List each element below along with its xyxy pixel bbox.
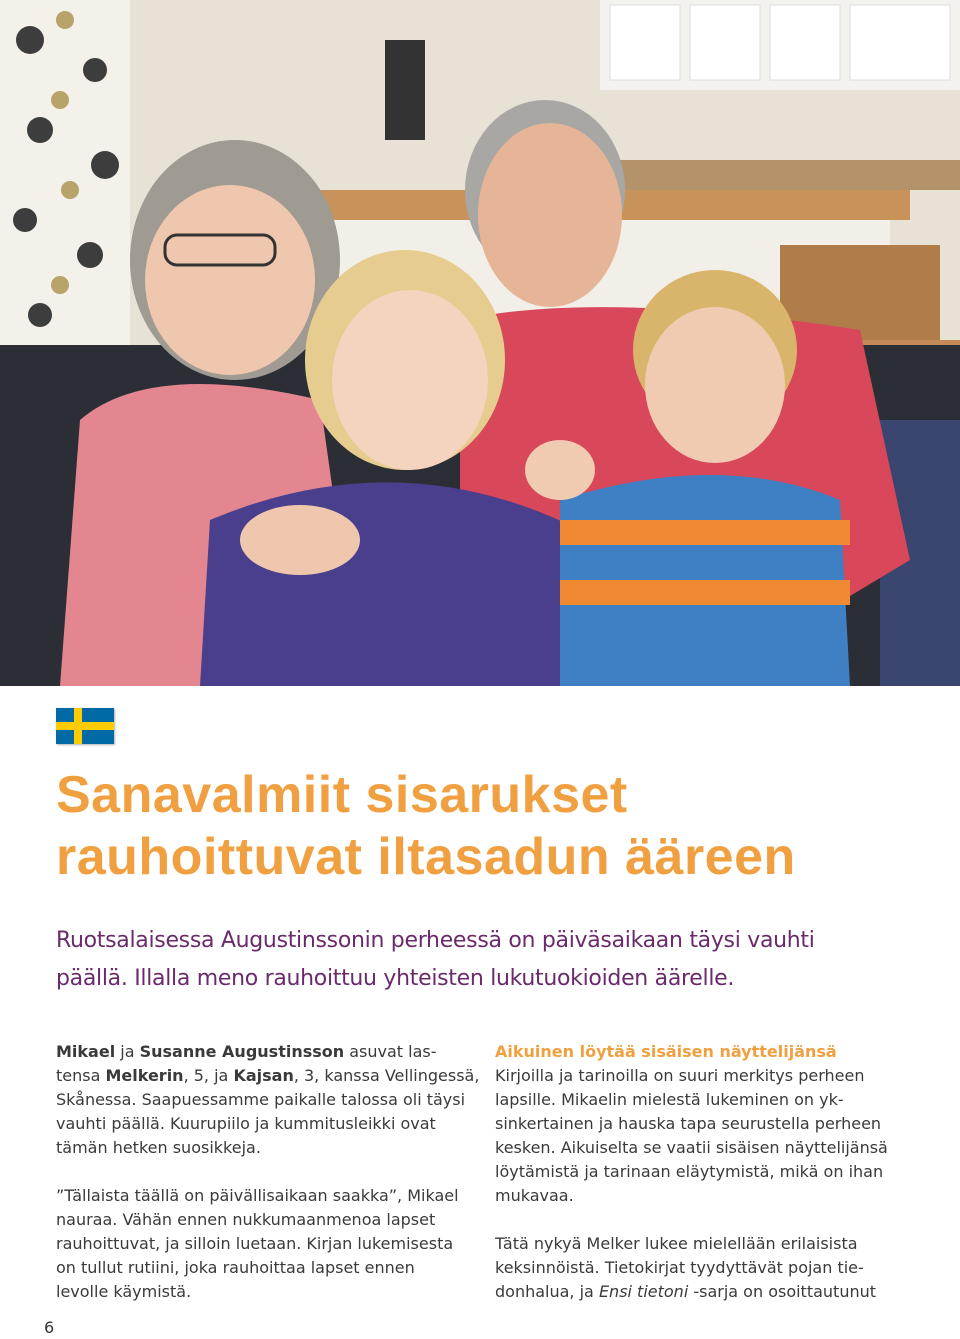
article-headline <box>56 764 936 888</box>
name-melker: Melkerin <box>105 1066 184 1085</box>
text-fragment: donhalua, ja <box>495 1282 599 1301</box>
text-fragment: -sarja on osoittautunut <box>688 1282 877 1301</box>
paragraph-gap <box>56 1160 476 1184</box>
right-column <box>495 1040 915 1304</box>
right-p1-line-2: lapsille. Mikaelin mielestä lukeminen on yk- <box>495 1090 844 1109</box>
name-kajsa: Kajsan <box>233 1066 294 1085</box>
book-series-title: Ensi tietoni <box>598 1282 689 1301</box>
right-subheading: Aikuinen löytää sisäisen näyttelijänsä <box>495 1042 837 1061</box>
left-p1-line-1 <box>56 1040 476 1064</box>
page-number: 6 <box>44 1318 55 1337</box>
right-p1-line-5: löytämistä ja tarinaan eläytymistä, mikä on ihan <box>495 1162 884 1181</box>
headline-line-1: Sanavalmiit sisarukset <box>56 766 628 824</box>
left-p2-line-2: nauraa. Vähän ennen nukkumaanmenoa lapset <box>56 1210 436 1229</box>
left-p1-line-4: vauhti päällä. Kuurupiilo ja kummitusleikki ovat <box>56 1114 436 1133</box>
left-p2-line-1: ”Tällaista täällä on päivällisaikaan saakka”, Mikael <box>56 1186 459 1205</box>
name-mikael: Mikael <box>56 1042 116 1061</box>
left-p2-line-3: rauhoittuvat, ja silloin luetaan. Kirjan lukemisesta <box>56 1234 454 1253</box>
left-p1-line-2 <box>56 1064 480 1088</box>
name-susanne: Susanne Augustinsson <box>139 1042 345 1061</box>
lead-line-1: Ruotsalaisessa Augustinssonin perheessä on päiväsaikaan täysi vauhti <box>56 928 815 953</box>
swedish-flag-icon <box>56 708 114 744</box>
right-p2-line-1: Tätä nykyä Melker lukee mielellään erilaisista <box>495 1234 858 1253</box>
left-p1-line-5: tämän hetken suosikkeja. <box>56 1138 261 1157</box>
text-fragment: tensa <box>56 1066 106 1085</box>
left-p1-line-3: Skånessa. Saapuessamme paikalle talossa oli täysi <box>56 1090 466 1109</box>
right-p2-line-3 <box>495 1280 915 1304</box>
left-column <box>56 1040 480 1304</box>
left-p2-line-4: on tullut rutiini, joka rauhoittaa lapset ennen <box>56 1258 415 1277</box>
text-fragment: , 5, ja <box>183 1066 234 1085</box>
right-p1-line-1: Kirjoilla ja tarinoilla on suuri merkitys perheen <box>495 1066 865 1085</box>
lead-line-2: päällä. Illalla meno rauhoittuu yhteisten lukutuokioiden äärelle. <box>56 966 735 991</box>
left-p2-line-5: levolle käymistä. <box>56 1282 192 1301</box>
paragraph-gap <box>495 1208 915 1232</box>
right-p2-line-2: keksinnöistä. Tietokirjat tyydyttävät pojan tie- <box>495 1258 864 1277</box>
article-lead <box>56 922 916 998</box>
headline-line-2: rauhoittuvat iltasadun ääreen <box>56 828 796 886</box>
flag-cross-horizontal <box>56 722 114 730</box>
right-p1-line-3: sinkertainen ja hauska tapa seurustella perheen <box>495 1114 882 1133</box>
text-fragment: asuvat las- <box>344 1042 437 1061</box>
text-fragment: , 3, kanssa Vellingessä, <box>293 1066 480 1085</box>
right-p1-line-4: kesken. Aikuiselta se vaatii sisäisen näyttelijänsä <box>495 1138 888 1157</box>
right-p1-line-6: mukavaa. <box>495 1186 574 1205</box>
text-fragment: ja <box>115 1042 140 1061</box>
